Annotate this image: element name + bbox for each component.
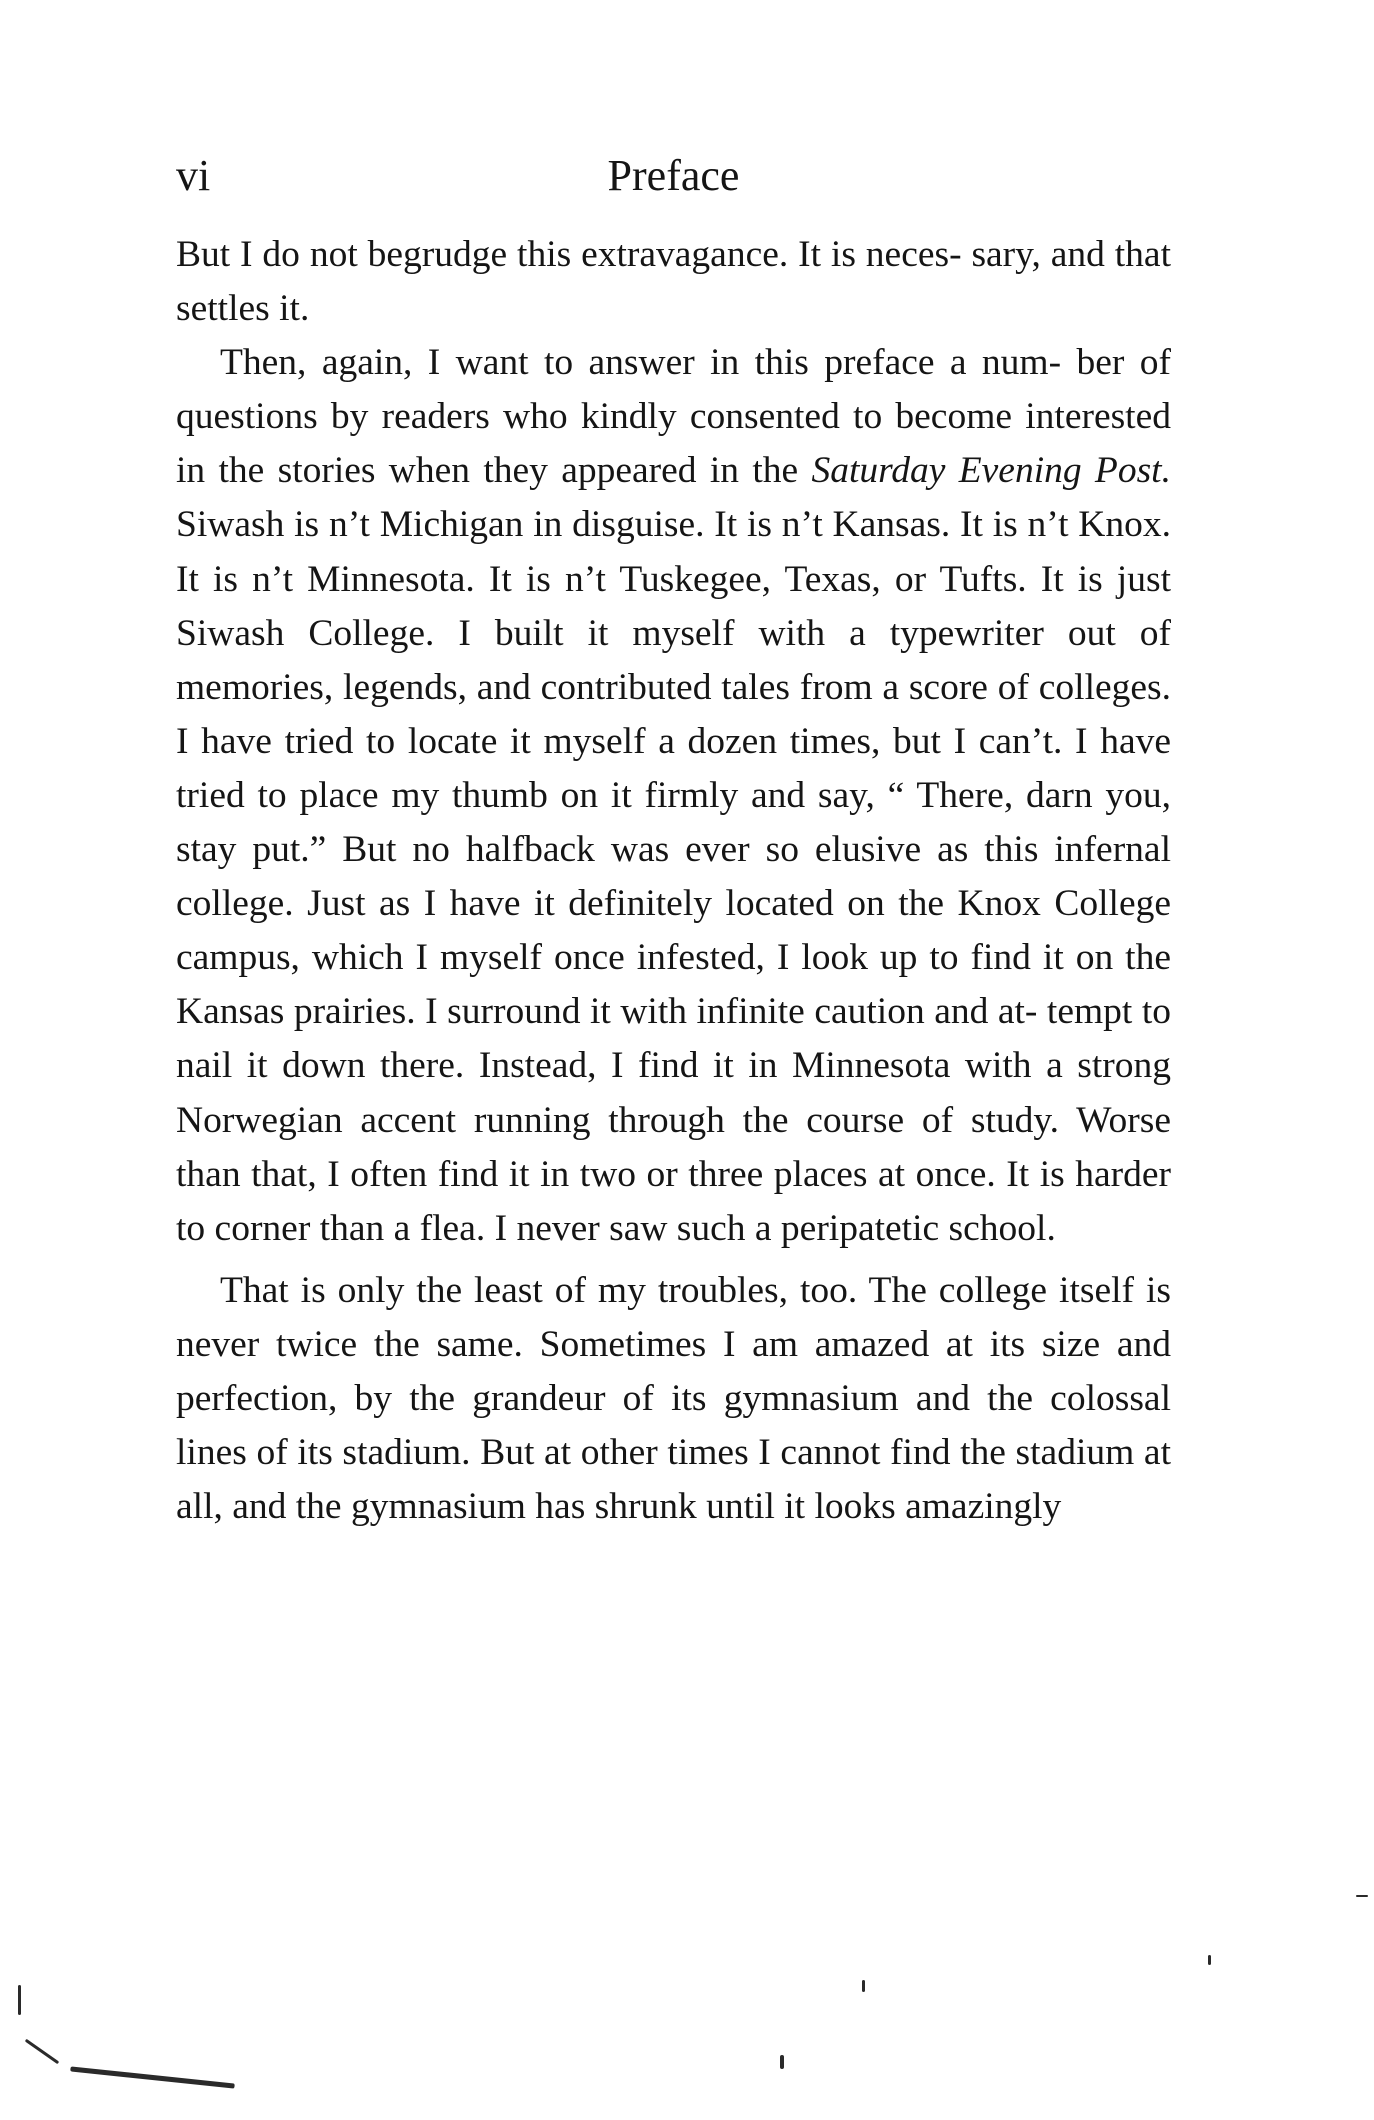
- scan-speck: [70, 2066, 235, 2088]
- scan-speck: [1356, 1895, 1368, 1897]
- scan-speck: [1208, 1955, 1211, 1965]
- paragraph-3-text: That is only the least of my troubles, too. The college itself is never twice the same. Sometimes I am amazed at its size and perfection, by the grandeur of its gymnasium and the colossal lines of its stadium. But at other times I cannot find the stadium at all, and the gymnasium has shrunk until it looks amazingly: [176, 1269, 1171, 1528]
- paragraph-2-text-after: Siwash is n’t Michigan in disguise. It is n’t Kansas. It is n’t Knox. It is n’t Minnesota. It is n’t Tuskegee, Texas, or Tufts. It is just Siwash College. I built it myself with a typewriter out of memories, legends, and contributed tales from a score of colleges. I have tried to locate it myself a dozen times, but I can’t. I have tried to place my thumb on it firmly and say, “ There, darn you, stay put.” But no halfback was ever so elusive as this infernal college. Just as I have it definitely located on the Knox College campus, which I myself once infested, I look up to find it on the Kansas prairies. I surround it with infinite caution and at- tempt to nail it down there. Instead, I find it in Minnesota with a strong Norwegian accent running through the course of study. Worse than that, I often find it in two or three places at once. It is harder to corner than a flea. I never saw such a peripatetic school.: [176, 504, 1171, 1249]
- publication-title: Saturday Evening Post.: [811, 450, 1171, 492]
- scan-speck: [25, 2039, 59, 2064]
- scan-speck: [862, 1980, 865, 1992]
- page-number: vi: [176, 151, 211, 200]
- paragraph-2-text-before: Then, again, I want to answer in this preface a num- ber of questions by readers who kindly consented to become interested in the stories when they appeared in the: [176, 342, 1171, 492]
- paragraph-3: [176, 1264, 1171, 1534]
- running-head: [176, 148, 1171, 208]
- body-text: [176, 228, 1171, 1534]
- running-title: Preface: [607, 151, 740, 200]
- scan-speck: [780, 2055, 784, 2069]
- paragraph-1: [176, 228, 1171, 336]
- scan-speck: [18, 1985, 21, 2015]
- paragraph-2: [176, 336, 1171, 1256]
- paragraph-1-text: But I do not begrudge this extravagance. It is neces- sary, and that settles it.: [176, 234, 1171, 330]
